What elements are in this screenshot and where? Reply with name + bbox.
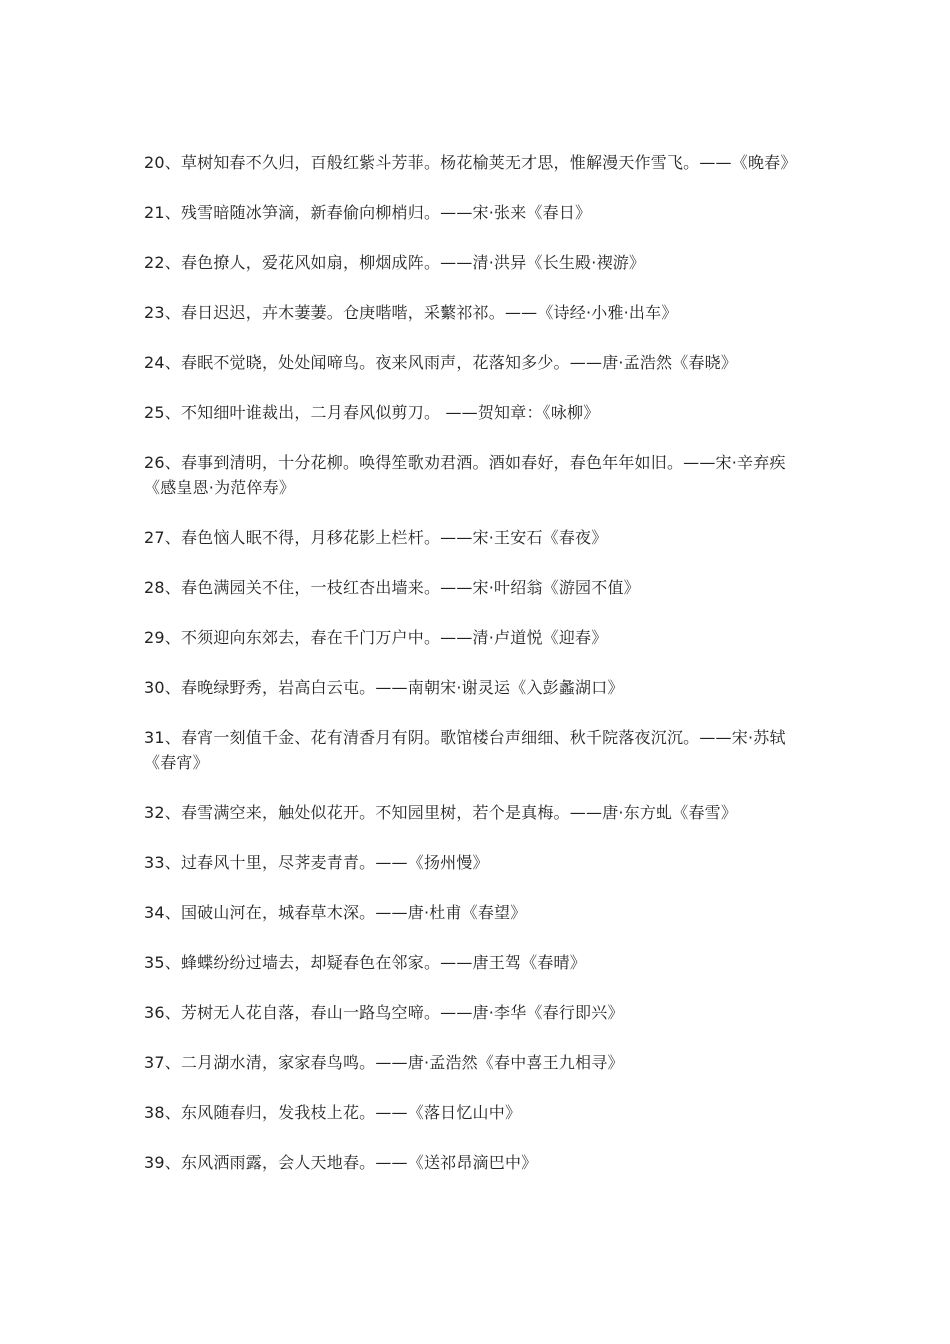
list-item: 27、春色恼人眠不得，月移花影上栏杆。——宋·王安石《春夜》 (144, 528, 608, 547)
list-item: 23、春日迟迟，卉木萋萋。仓庚喈喈，采蘩祁祁。——《诗经·小雅·出车》 (144, 303, 678, 322)
poem-list (144, 150, 812, 1200)
list-item: 21、残雪暗随冰笋滴，新春偷向柳梢归。——宋·张来《春日》 (144, 203, 592, 222)
list-item: 29、不须迎向东郊去，春在千门万户中。——清·卢道悦《迎春》 (144, 628, 608, 647)
list-item: 37、二月湖水清，家家春鸟鸣。——唐·孟浩然《春中喜王九相寻》 (144, 1053, 624, 1072)
list-item: 28、春色满园关不住，一枝红杏出墙来。——宋·叶绍翁《游园不值》 (144, 578, 640, 597)
list-item: 22、春色撩人，爱花风如扇，柳烟成阵。——清·洪异《长生殿·禊游》 (144, 253, 646, 272)
list-item: 33、过春风十里，尽荠麦青青。——《扬州慢》 (144, 853, 489, 872)
list-item: 20、草树知春不久归，百般红紫斗芳菲。杨花榆荚无才思，惟解漫天作雪飞。——《晚春》 (144, 153, 797, 172)
list-item: 31、春宵一刻值千金、花有清香月有阴。歌馆楼台声细细、秋千院落夜沉沉。——宋·苏轼《春宵》 (144, 728, 786, 772)
list-item: 30、春晚绿野秀，岩高白云屯。——南朝宋·谢灵运《入彭蠡湖口》 (144, 678, 624, 697)
list-item: 32、春雪满空来，触处似花开。不知园里树，若个是真梅。——唐·东方虬《春雪》 (144, 803, 738, 822)
list-item: 24、春眠不觉晓，处处闻啼鸟。夜来风雨声，花落知多少。——唐·孟浩然《春晓》 (144, 353, 738, 372)
list-item: 35、蜂蝶纷纷过墙去，却疑春色在邻家。——唐王驾《春晴》 (144, 953, 586, 972)
list-item: 38、东风随春归，发我枝上花。——《落日忆山中》 (144, 1103, 522, 1122)
list-item: 34、国破山河在，城春草木深。——唐·杜甫《春望》 (144, 903, 527, 922)
list-item: 36、芳树无人花自落，春山一路鸟空啼。——唐·李华《春行即兴》 (144, 1003, 624, 1022)
list-item: 39、东风洒雨露，会人天地春。——《送祁昂滴巴中》 (144, 1153, 538, 1172)
list-item: 25、不知细叶谁裁出，二月春风似剪刀。 ——贺知章：《咏柳》 (144, 403, 600, 422)
list-item: 26、春事到清明，十分花柳。唤得笙歌劝君酒。酒如春好，春色年年如旧。——宋·辛弃疾《感皇恩·为范倅寿》 (144, 453, 786, 497)
